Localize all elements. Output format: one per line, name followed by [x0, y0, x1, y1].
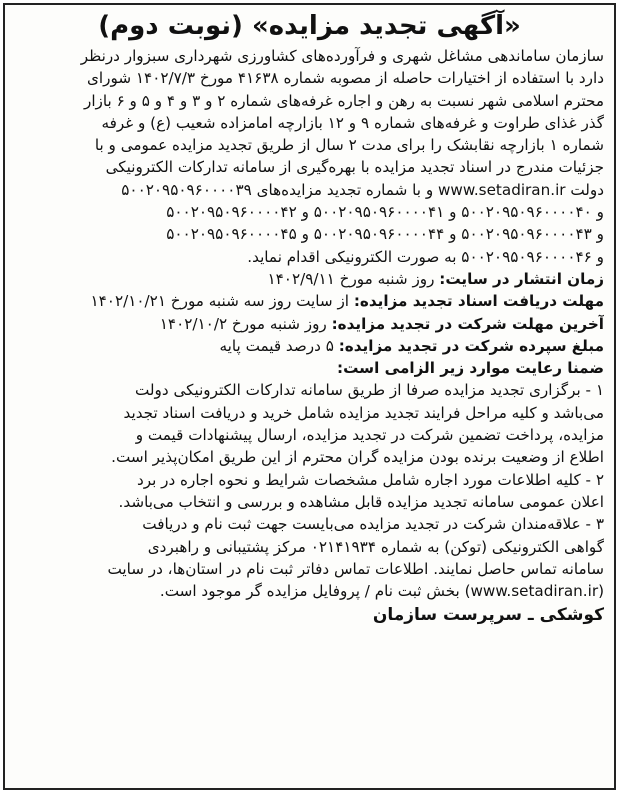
note-line: گواهی الکترونیکی (توکن) به شماره ۰۲۱۴۱۹۳۴ مرکز پشتیبانی و راهبردی: [147, 537, 604, 556]
intro-line: دارد با استفاده از اختیارات حاصله از مصوبه شماره ۴۱۶۳۸ مورخ ۱۴۰۲/۷/۳ شورای: [87, 69, 604, 88]
intro-line: و ۵۰۰۲۰۹۵۰۹۶۰۰۰۰۴۳ و ۵۰۰۲۰۹۵۰۹۶۰۰۰۰۴۴ و ۵۰۰۲۰۹۵۰۹۶۰۰۰۰۴۵: [166, 225, 604, 244]
note-line: سامانه تماس حاصل نمایند. اطلاعات تماس دفاتر ثبت نام در استان‌ها، در سایت: [107, 559, 604, 578]
intro-line: جزئیات مندرج در اسناد تجدید مزایده با بهره‌گیری از سامانه تدارکات الکترونیکی: [105, 158, 604, 177]
note-line: اطلاع از وضعیت برنده بودن مزایده گران محترم از این طریق امکان‌پذیر است.: [111, 448, 604, 467]
intro-line: شماره ۱ بازارچه نقابشک را برای مدت ۲ سال از طریق تجدید مزایده عمومی و با: [94, 136, 604, 155]
intro-line: سازمان ساماندهی مشاغل شهری و فرآورده‌های کشاورزی شهرداری سبزوار درنظر: [80, 47, 604, 65]
note-line: ۳ - علاقه‌مندان شرکت در تجدید مزایده می‌بایست جهت ثبت نام و دریافت: [142, 515, 604, 534]
date-row-deposit: [15, 335, 604, 357]
note-line: ۱ - برگزاری تجدید مزایده صرفا از طریق سامانه تدارکات الکترونیکی دولت: [134, 381, 604, 400]
signature: کوشکی ـ سرپرست سازمان: [372, 605, 604, 626]
date-value: روز شنبه مورخ ۱۴۰۲/۱۰/۲: [159, 314, 332, 333]
note-line: (www.setadiran.ir) بخش ثبت نام / پروفایل مزایده گر موجود است.: [159, 582, 604, 601]
note-line: ۲ - کلیه اطلاعات مورد اجاره شامل مشخصات شرایط و نحوه اجاره در برد: [136, 470, 604, 489]
note-line: می‌باشد و کلیه مراحل فرایند تجدید مزایده شامل خرید و دریافت اسناد تجدید: [123, 403, 604, 422]
date-value: روز شنبه مورخ ۱۴۰۲/۹/۱۱: [267, 269, 440, 288]
date-row-publish: [15, 268, 604, 290]
date-value: ۵ درصد قیمت پایه: [219, 336, 339, 355]
notice-body: [5, 45, 614, 627]
date-label: زمان انتشار در سایت:: [439, 269, 604, 288]
date-label: مهلت دریافت اسناد تجدید مزایده:: [353, 292, 604, 311]
note-line: اعلان عمومی سامانه تجدید مزایده قابل مشاهده و بررسی و انتخاب می‌باشد.: [118, 492, 604, 511]
date-row-deadline: [15, 313, 604, 335]
intro-line: و ۵۰۰۲۰۹۵۰۹۶۰۰۰۰۴۰ و ۵۰۰۲۰۹۵۰۹۶۰۰۰۰۴۱ و ۵۰۰۲۰۹۵۰۹۶۰۰۰۰۴۲: [166, 203, 604, 222]
date-label: مبلغ سپرده شرکت در تجدید مزایده:: [338, 336, 604, 355]
notes-heading: ضمنا رعایت موارد زیر الزامی است:: [337, 359, 604, 378]
notice-frame: [3, 3, 616, 790]
date-value: از سایت روز سه شنبه مورخ ۱۴۰۲/۱۰/۲۱: [90, 292, 354, 311]
intro-line: دولت www.setadiran.ir و با شماره تجدید مزایده‌های ۵۰۰۲۰۹۵۰۹۶۰۰۰۰۳۹: [121, 180, 604, 199]
intro-line: گذر غذای طراوت و غرفه‌های شماره ۹ و ۱۲ بازارچه امامزاده شعیب (ع) و غرفه: [101, 113, 604, 132]
notice-title: «آگهی تجدید مزایده» (نوبت دوم): [98, 11, 521, 41]
intro-line: و ۵۰۰۲۰۹۵۰۹۶۰۰۰۰۴۶ به صورت الکترونیکی اقدام نماید.: [247, 247, 604, 266]
intro-line: محترم اسلامی شهر نسبت به رهن و اجاره غرفه‌های شماره ۲ و ۳ و ۴ و ۵ و ۶ بازار: [83, 91, 604, 110]
note-line: مزایده، پرداخت تضمین شرکت در تجدید مزایده، ارسال پیشنهادات قیمت و: [135, 426, 604, 445]
date-row-documents: [15, 290, 604, 312]
date-label: آخرین مهلت شرکت در تجدید مزایده:: [331, 314, 604, 333]
